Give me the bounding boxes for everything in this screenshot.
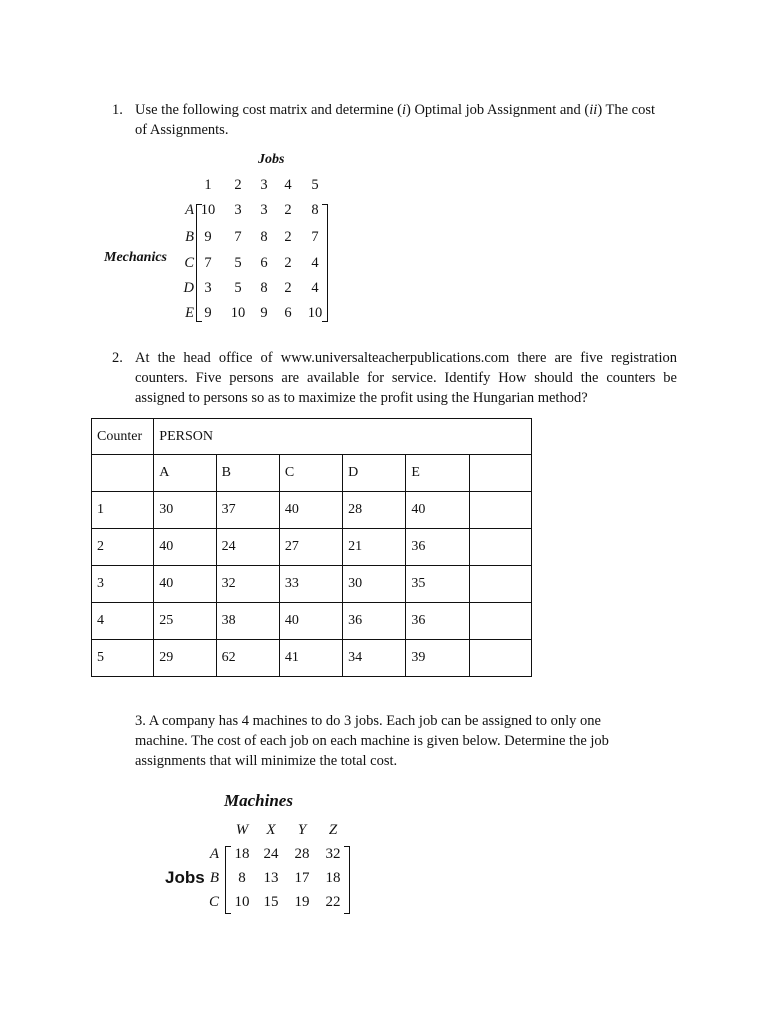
value-cell: 36 <box>343 603 406 640</box>
person-header-cell: B <box>216 455 279 492</box>
q3-cell: 17 <box>294 870 310 886</box>
q3-cell: 19 <box>294 894 310 910</box>
q3-cell: 18 <box>234 846 250 862</box>
value-cell: 36 <box>406 603 469 640</box>
q3-cell: 13 <box>263 870 279 886</box>
q1-cell: 2 <box>284 202 292 218</box>
q3-row-label: A <box>209 846 219 862</box>
counter-header: Counter <box>92 419 154 455</box>
q3-col-label: Y <box>297 822 307 838</box>
q3-cell: 18 <box>325 870 341 886</box>
q3-col-label: X <box>266 822 276 838</box>
q3-cell: 8 <box>238 870 246 886</box>
value-cell: 38 <box>216 603 279 640</box>
person-header-cell: C <box>279 455 342 492</box>
value-cell: 35 <box>406 566 469 603</box>
table-row <box>92 492 532 529</box>
value-cell: 29 <box>154 640 216 677</box>
q1-cell: 7 <box>204 255 212 271</box>
q1-cell: 2 <box>284 229 292 245</box>
q1-cell: 2 <box>284 280 292 296</box>
value-cell: 37 <box>216 492 279 529</box>
q1-row-label: C <box>184 255 194 271</box>
q1-cell: 8 <box>260 229 268 245</box>
q1-cell: 10 <box>230 305 246 321</box>
q3-row-header: Jobs <box>165 868 205 887</box>
q3-col-label: Z <box>328 822 338 838</box>
counter-cell: 1 <box>92 492 154 529</box>
q3-col-header: Machines <box>224 791 293 810</box>
q1-col-label: 2 <box>234 177 242 193</box>
q3-cell: 15 <box>263 894 279 910</box>
value-cell: 28 <box>343 492 406 529</box>
q2-table <box>91 418 532 677</box>
q1-row-label: A <box>185 202 194 218</box>
value-cell: 24 <box>216 529 279 566</box>
q1-cell: 4 <box>311 280 319 296</box>
q1-cell: 8 <box>260 280 268 296</box>
q1-cell: 5 <box>234 280 242 296</box>
value-cell <box>469 640 531 677</box>
value-cell <box>469 492 531 529</box>
q1-cell: 3 <box>260 202 268 218</box>
q3-cell: 22 <box>325 894 341 910</box>
value-cell: 27 <box>279 529 342 566</box>
table-row <box>92 603 532 640</box>
counter-cell: 4 <box>92 603 154 640</box>
q3-cell: 28 <box>294 846 310 862</box>
q2-line3: assigned to persons so as to maximize the profit using the Hungarian method? <box>135 390 588 406</box>
q1-col-label: 1 <box>204 177 212 193</box>
q1-cell: 8 <box>311 202 319 218</box>
q3-row-label: C <box>208 894 219 910</box>
q1-row-label: D <box>183 280 194 296</box>
q1-cell: 9 <box>204 305 212 321</box>
q1-row-header: Mechanics <box>104 250 167 265</box>
q1-right-bracket <box>322 204 328 322</box>
q1-left-bracket <box>196 204 202 322</box>
value-cell: 33 <box>279 566 342 603</box>
value-cell: 41 <box>279 640 342 677</box>
q1-cell: 10 <box>200 202 216 218</box>
table-row <box>92 640 532 677</box>
value-cell: 34 <box>343 640 406 677</box>
value-cell: 30 <box>343 566 406 603</box>
q1-line1: Use the following cost matrix and determine (i) Optimal job Assignment and (ii) The cost <box>135 102 656 118</box>
value-cell: 40 <box>279 492 342 529</box>
value-cell: 40 <box>154 529 216 566</box>
q2-line2: counters. Five persons are available for service. Identify How should the counters be <box>135 370 677 386</box>
q2-number: 2. <box>112 350 123 366</box>
table-row <box>92 529 532 566</box>
q1-line2: of Assignments. <box>135 122 229 138</box>
person-header-cell <box>469 455 531 492</box>
value-cell: 39 <box>406 640 469 677</box>
q1-cell: 2 <box>284 255 292 271</box>
value-cell: 21 <box>343 529 406 566</box>
q3-cell: 32 <box>325 846 341 862</box>
q1-cell: 3 <box>204 280 212 296</box>
table-row <box>92 566 532 603</box>
q1-cell: 6 <box>284 305 292 321</box>
q1-cell: 6 <box>260 255 268 271</box>
q1-cell: 9 <box>260 305 268 321</box>
value-cell <box>469 566 531 603</box>
q3-line3: assignments that will minimize the total cost. <box>135 753 398 769</box>
person-row <box>92 455 532 492</box>
q3-line1: 3. A company has 4 machines to do 3 jobs. Each job can be assigned to only one <box>135 713 601 729</box>
q1-col-label: 4 <box>284 177 292 193</box>
q1-cell: 5 <box>234 255 242 271</box>
q1-row-label: B <box>185 229 194 245</box>
q1-col-label: 3 <box>260 177 268 193</box>
counter-cell: 3 <box>92 566 154 603</box>
value-cell: 40 <box>406 492 469 529</box>
q3-col-label: W <box>235 822 249 838</box>
q3-row-label: B <box>209 870 219 886</box>
value-cell: 40 <box>154 566 216 603</box>
person-header-cell: A <box>154 455 216 492</box>
value-cell <box>469 603 531 640</box>
value-cell: 25 <box>154 603 216 640</box>
q1-row-label: E <box>185 305 194 321</box>
person-header-cell: D <box>343 455 406 492</box>
q1-cell: 10 <box>307 305 323 321</box>
q1-cell: 7 <box>311 229 319 245</box>
q3-cell: 10 <box>234 894 250 910</box>
counter-cell: 2 <box>92 529 154 566</box>
q1-cell: 7 <box>234 229 242 245</box>
q3-left-bracket <box>225 846 231 914</box>
q1-cell: 9 <box>204 229 212 245</box>
value-cell <box>469 529 531 566</box>
q3-cell: 24 <box>263 846 279 862</box>
person-header-cell: E <box>406 455 469 492</box>
value-cell: 36 <box>406 529 469 566</box>
counter-header-blank <box>92 455 154 492</box>
q1-cell: 3 <box>234 202 242 218</box>
q2-line1: At the head office of www.universalteacherpublications.com there are five registration <box>135 350 677 366</box>
q3-right-bracket <box>344 846 350 914</box>
q1-col-header: Jobs <box>258 152 285 167</box>
value-cell: 62 <box>216 640 279 677</box>
q1-number: 1. <box>112 102 123 118</box>
q1-cell: 4 <box>311 255 319 271</box>
value-cell: 40 <box>279 603 342 640</box>
value-cell: 32 <box>216 566 279 603</box>
counter-cell: 5 <box>92 640 154 677</box>
q3-line2: machine. The cost of each job on each machine is given below. Determine the job <box>135 733 609 749</box>
person-header: PERSON <box>154 419 532 455</box>
value-cell: 30 <box>154 492 216 529</box>
q1-col-label: 5 <box>311 177 319 193</box>
